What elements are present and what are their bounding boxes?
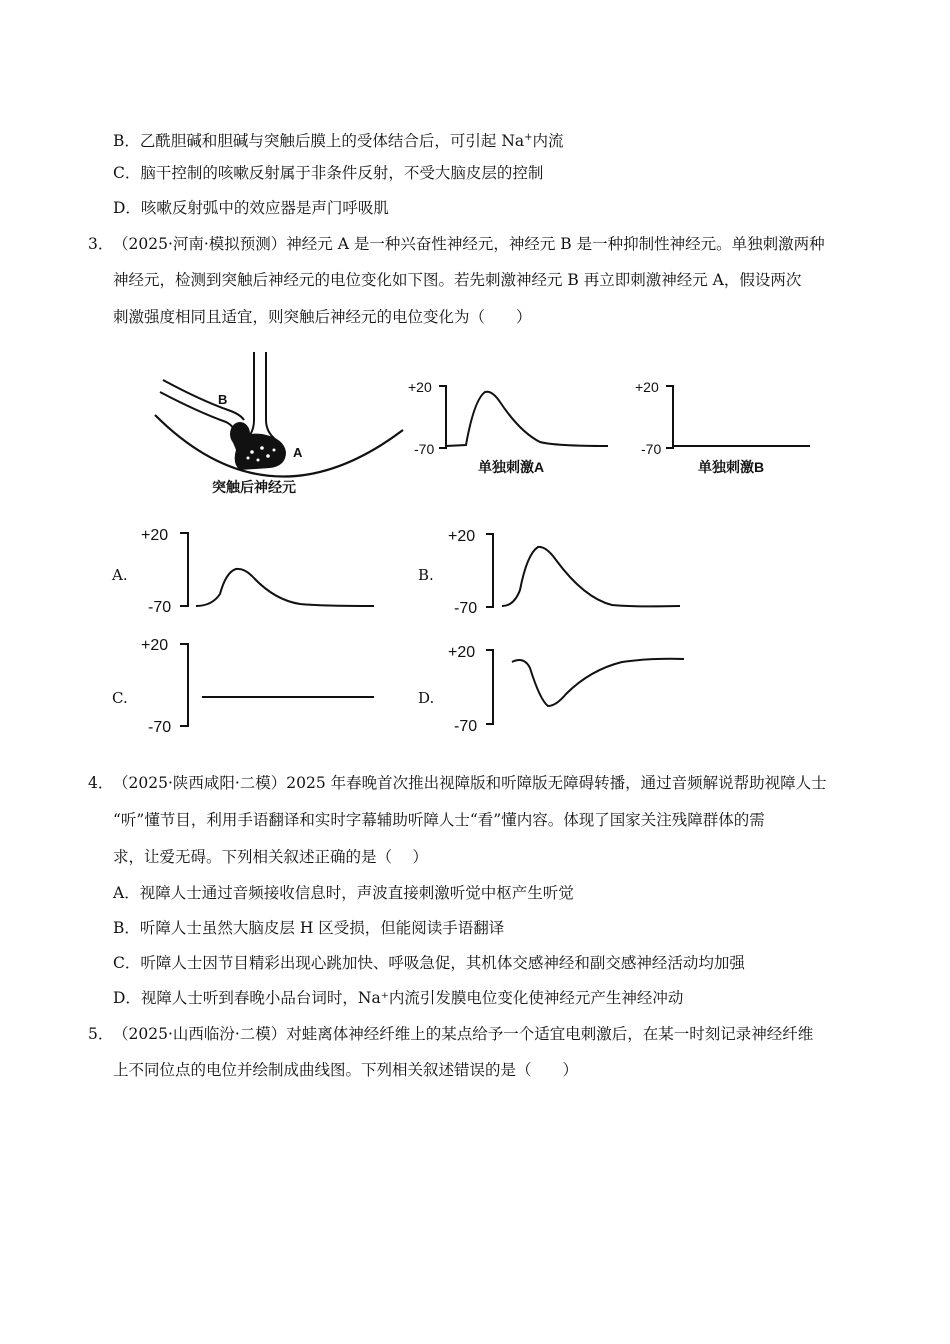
q4-option-d: D．视障人士听到春晚小品台词时，Na⁺内流引发膜电位变化使神经元产生神经冲动 — [113, 989, 684, 1007]
q4-stem-line2: “听”懂节目，利用手语翻译和实时字幕辅助听障人士“看”懂内容。体现了国家关注残障群体的需 — [113, 811, 765, 829]
q4-stem-line3: 求，让爱无碍。下列相关叙述正确的是（ ） — [113, 848, 428, 866]
graph-b-minus70: -70 — [641, 441, 662, 457]
q3-stem-line2: 神经元，检测到突触后神经元的电位变化如下图。若先刺激神经元 B 再立即刺激神经元 A，假设两次 — [113, 271, 802, 289]
q4-stem-line1: （2025·陕西咸阳·二模）2025 年春晚首次推出视障版和听障版无障碍转播，通过音频解说帮助视障人士 — [113, 774, 827, 792]
graph-a-minus70: -70 — [414, 441, 435, 457]
option-c-minus70: -70 — [148, 719, 172, 736]
option-b-minus70: -70 — [454, 600, 478, 617]
option-d-label: D. — [418, 689, 435, 707]
option-d-plus20: +20 — [448, 644, 476, 661]
option-b-graph — [448, 528, 680, 617]
q3-number: 3． — [88, 235, 114, 253]
graph-stimulate-a — [408, 379, 608, 475]
synapse-terminals — [230, 422, 286, 470]
q2-option-b-tail: 内流 — [532, 132, 564, 151]
q2-option-c: C．脑干控制的咳嗽反射属于非条件反射，不受大脑皮层的控制 — [113, 164, 544, 182]
label-neuron-b: B — [218, 392, 228, 407]
caption-stimulate-a: 单独刺激A — [478, 459, 545, 475]
q2-option-b-text: B．乙酰胆碱和胆碱与突触后膜上的受体结合后，可引起 Na — [113, 132, 525, 151]
q4-option-c: C．听障人士因节目精彩出现心跳加快、呼吸急促，其机体交感神经和副交感神经活动均加强 — [113, 954, 745, 972]
option-d-graph — [448, 644, 684, 735]
option-c-label: C. — [112, 689, 128, 707]
q5-stem-line2: 上不同位点的电位并绘制成曲线图。下列相关叙述错误的是（ ） — [113, 1061, 579, 1079]
caption-stimulate-b: 单独刺激B — [698, 459, 765, 475]
option-b-label: B. — [418, 566, 434, 584]
graph-b-plus20: +20 — [635, 379, 659, 395]
q4-option-a: A．视障人士通过音频接收信息时，声波直接刺激听觉中枢产生听觉 — [113, 884, 574, 902]
option-a-graph — [141, 527, 374, 616]
option-d-minus70: -70 — [454, 718, 478, 735]
q2-option-b — [113, 128, 564, 151]
q3-stem-line1: （2025·河南·模拟预测）神经元 A 是一种兴奋性神经元，神经元 B 是一种抑制性神经元。单独刺激两种 — [113, 235, 825, 253]
option-b-plus20: +20 — [448, 528, 476, 545]
q5-stem-line1: （2025·山西临汾·二模）对蛙离体神经纤维上的某点给予一个适宜电刺激后，在某一时刻记录神经纤维 — [113, 1025, 814, 1043]
q3-stem-line3: 刺激强度相同且适宜，则突触后神经元的电位变化为（ ） — [113, 308, 532, 326]
q4-option-b: B．听障人士虽然大脑皮层 H 区受损，但能阅读手语翻译 — [113, 919, 505, 937]
q3-figure — [0, 340, 950, 760]
option-c-graph — [141, 637, 374, 736]
option-a-label: A. — [112, 566, 128, 584]
graph-stimulate-b — [635, 379, 810, 475]
q2-option-d: D．咳嗽反射弧中的效应器是声门呼吸肌 — [113, 199, 389, 217]
caption-postsynaptic-neuron: 突触后神经元 — [212, 479, 296, 495]
graph-a-plus20: +20 — [408, 379, 432, 395]
option-a-plus20: +20 — [141, 527, 169, 544]
q5-number: 5． — [88, 1025, 114, 1043]
option-a-minus70: -70 — [148, 599, 172, 616]
option-c-plus20: +20 — [141, 637, 169, 654]
q4-number: 4． — [88, 774, 114, 792]
q2-option-b-sup: + — [524, 132, 533, 143]
label-neuron-a: A — [293, 445, 303, 460]
